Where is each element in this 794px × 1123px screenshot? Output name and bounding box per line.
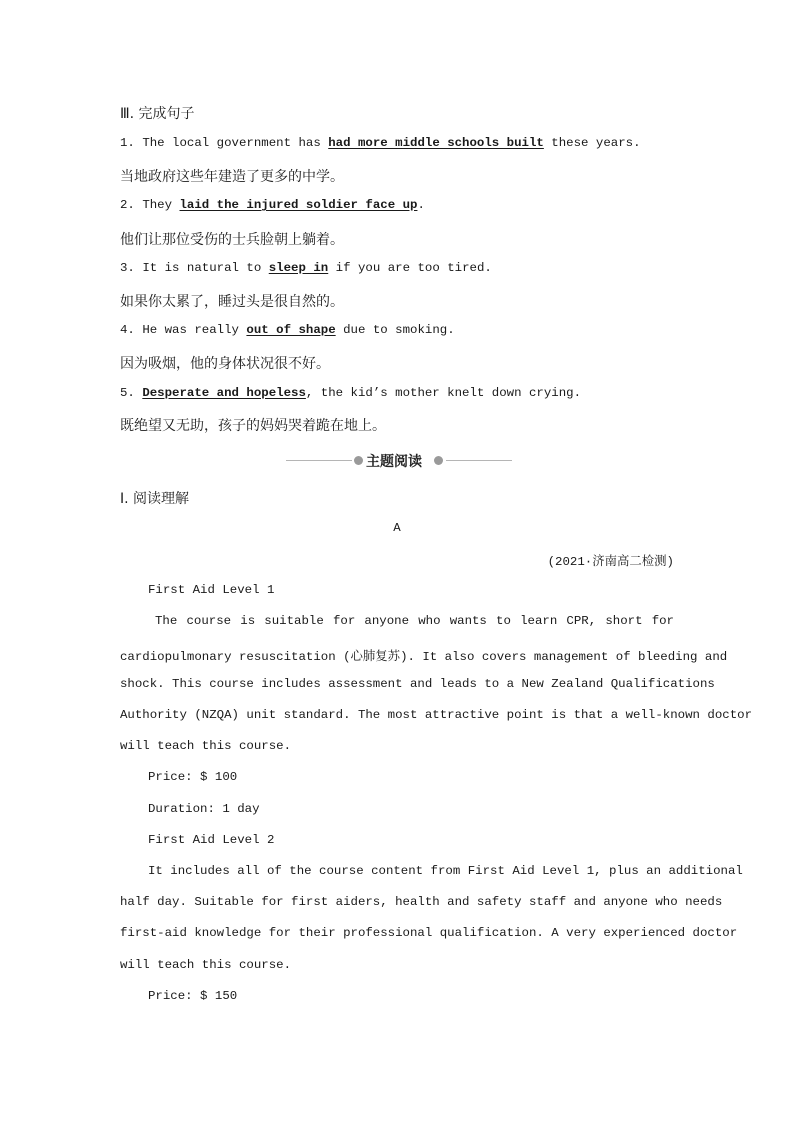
sentence-text: The local government has (142, 136, 321, 150)
course1-body-line: The course is suitable for anyone who wants to learn CPR, short for (155, 614, 674, 628)
theme-divider (286, 449, 512, 473)
answer-text: Desperate and hopeless (142, 386, 306, 400)
sentence-text: It is natural to (142, 261, 262, 275)
course2-price: Price: $ 150 (148, 989, 238, 1003)
sentence-text: He was really (142, 323, 239, 337)
translation-2: 他们让那位受伤的士兵脸朝上躺着。 (120, 232, 344, 248)
sentence-text: due to smoking. (343, 323, 455, 337)
section-heading-reading: Ⅰ. 阅读理解 (120, 491, 190, 507)
answer-text: had more middle schools built (328, 136, 544, 150)
item-number: 5. (120, 386, 135, 400)
course1-body-line: shock. This course includes assessment and leads to a New Zealand Qualifications (120, 677, 715, 691)
sentence-item-2 (120, 198, 425, 212)
course2-body-line: It includes all of the course content from First Aid Level 1, plus an additional (148, 864, 743, 878)
course1-body-line: Authority (NZQA) unit standard. The most attractive point is that a well-known doctor (120, 708, 753, 722)
theme-divider-title: 主题阅读 (366, 454, 422, 470)
course1-body-line: will teach this course. (120, 739, 292, 753)
item-number: 4. (120, 323, 135, 337)
course2-body-line: half day. Suitable for first aiders, health and safety staff and anyone who needs (120, 895, 723, 909)
sentence-text: . (417, 198, 425, 212)
translation-3: 如果你太累了，睡过头是很自然的。 (120, 294, 344, 310)
section-heading-complete-sentences: Ⅲ. 完成句子 (120, 106, 195, 122)
divider-dot-left (354, 456, 363, 465)
source-note: (2021·济南高二检测) (547, 555, 674, 569)
sentence-text: They (142, 198, 173, 212)
course2-body-line: will teach this course. (120, 958, 292, 972)
divider-rule-left (286, 460, 352, 461)
answer-text: laid the injured soldier face up (179, 198, 418, 212)
translation-4: 因为吸烟，他的身体状况很不好。 (120, 356, 330, 372)
sentence-item-4 (120, 323, 455, 337)
course1-duration: Duration: 1 day (148, 802, 260, 816)
sentence-text: , the kid’s mother knelt down crying. (305, 386, 582, 400)
translation-1: 当地政府这些年建造了更多的中学。 (120, 169, 344, 185)
sentence-item-3 (120, 261, 492, 275)
course1-body-line: cardiopulmonary resuscitation (心肺复苏). It also covers management of bleeding and (120, 650, 728, 664)
item-number: 3. (120, 261, 135, 275)
course1-price: Price: $ 100 (148, 770, 238, 784)
divider-dot-right (434, 456, 443, 465)
sentence-text: these years. (551, 136, 641, 150)
course2-title: First Aid Level 2 (148, 833, 275, 847)
course2-body-line: first-aid knowledge for their professional qualification. A very experienced doctor (120, 926, 738, 940)
sentence-text: if you are too tired. (335, 261, 492, 275)
sentence-item-1 (120, 136, 641, 150)
item-number: 1. (120, 136, 135, 150)
course1-title: First Aid Level 1 (148, 583, 275, 597)
divider-rule-right (446, 460, 512, 461)
item-number: 2. (120, 198, 135, 212)
translation-5: 既绝望又无助，孩子的妈妈哭着跪在地上。 (120, 418, 386, 434)
answer-text: sleep in (268, 261, 329, 275)
answer-text: out of shape (246, 323, 336, 337)
sentence-item-5 (120, 386, 581, 400)
passage-label: A (393, 521, 401, 535)
